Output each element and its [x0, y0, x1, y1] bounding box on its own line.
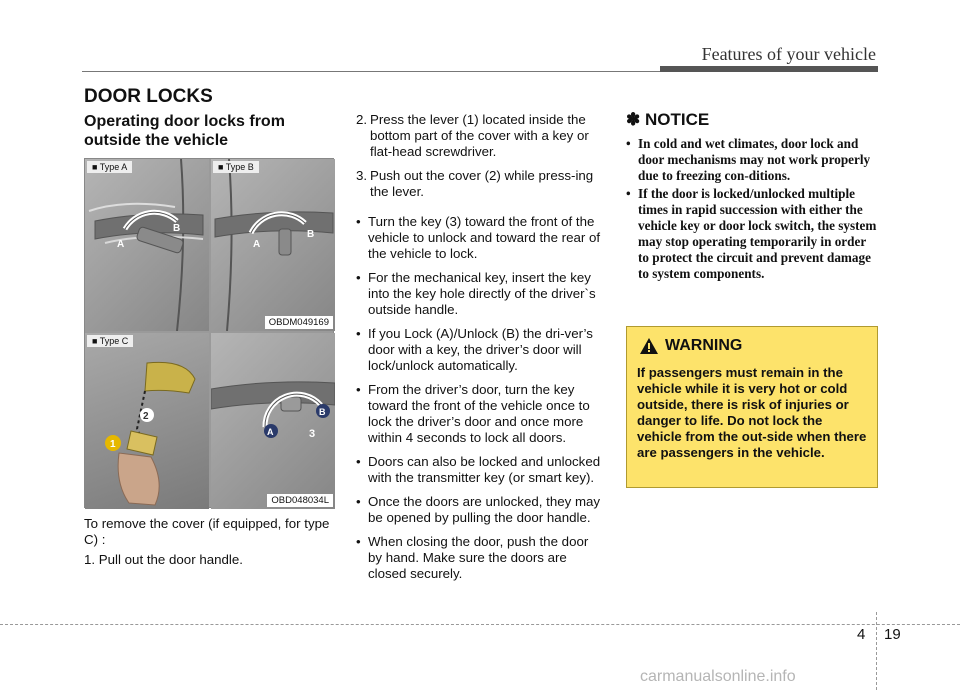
bullet-text: When closing the door, push the door by hand. Make sure the doors are closed securely.: [368, 534, 589, 581]
bullet-item: [356, 382, 606, 446]
bullet-icon: •: [626, 136, 631, 151]
type-c-key-panel: [211, 333, 335, 509]
bullet-icon: •: [356, 214, 361, 229]
subsection-title-line1: Operating door locks from: [84, 113, 285, 130]
type-a-label: ■ Type A: [87, 161, 132, 173]
bullet-text: Turn the key (3) toward the front of the vehicle to unlock and toward the rear of the vehicle to lock.: [368, 214, 601, 261]
notice-title: ✽ NOTICE: [626, 110, 710, 129]
bullet-icon: •: [356, 494, 361, 509]
callout-b-b: B: [307, 229, 315, 240]
callout-a: A: [117, 239, 125, 250]
footer-rule: [0, 624, 960, 626]
section-title: DOOR LOCKS: [84, 86, 213, 107]
step-2: [356, 112, 606, 160]
step-3: [356, 168, 606, 200]
notice-text: In cold and wet climates, door lock and door mechanisms may not work properly due to freezing con-ditions.: [638, 136, 871, 183]
middle-column: [356, 112, 606, 582]
step-2-text: Press the lever (1) located inside the bottom part of the cover with a key or flat-head screwdriver.: [370, 112, 589, 159]
callout-b-c: B: [319, 407, 326, 417]
step-1-text: Pull out the door handle.: [98, 552, 243, 567]
callout-3: 3: [309, 428, 316, 440]
page-number: 19: [884, 626, 901, 643]
callout-2: 2: [143, 411, 149, 422]
running-header: Features of your vehicle: [701, 44, 876, 64]
notice-item: [626, 186, 878, 282]
step-3-number: 3.: [356, 168, 368, 183]
type-c-key-drawing: [211, 333, 335, 509]
figure-code-top: OBDM049169: [265, 316, 333, 329]
bullet-text: Once the doors are unlocked, they may be opened by pulling the door handle.: [368, 494, 601, 525]
bullet-icon: •: [626, 186, 631, 201]
chapter-number: 4: [857, 626, 866, 643]
page-number-divider: [876, 612, 878, 690]
callout-b: B: [173, 223, 181, 234]
subsection-title-line2: outside the vehicle: [84, 132, 229, 149]
step-1: [84, 552, 334, 568]
warning-title: WARNING: [665, 337, 743, 354]
subsection-title: [84, 112, 324, 150]
callout-a-b: A: [253, 239, 261, 250]
type-b-door-handle-drawing: [211, 159, 335, 331]
step-3-text: Push out the cover (2) while press-ing the lever.: [370, 168, 594, 199]
type-a-door-handle-drawing: [85, 159, 209, 331]
bullet-icon: •: [356, 326, 361, 341]
bullet-icon: •: [356, 382, 361, 397]
bullet-item: [356, 534, 606, 582]
type-b-panel: [211, 159, 335, 331]
bullet-item: [356, 214, 606, 262]
notice-item: [626, 136, 878, 184]
step-2-number: 2.: [356, 112, 368, 127]
bullet-text: For the mechanical key, insert the key into the key hole directly of the driver`s outside handle.: [368, 270, 596, 317]
door-lock-illustration: [84, 158, 334, 508]
bullet-text: Doors can also be locked and unlocked with the transmitter key (or smart key).: [368, 454, 601, 485]
figure-code-bottom: OBD048034L: [267, 494, 333, 507]
bullet-item: [356, 326, 606, 374]
header-rule: [82, 71, 662, 72]
step-1-number: 1.: [84, 552, 96, 567]
notice-text: If the door is locked/unlocked multiple times in rapid succession with either the vehicle key or door lock switch, the system may stop operating temporarily in order to protect the circuit and prevent damage to system components.: [638, 186, 877, 281]
bullet-item: [356, 270, 606, 318]
type-b-label: ■ Type B: [213, 161, 259, 173]
warning-triangle-icon: [639, 337, 659, 355]
bullet-text: From the driver’s door, turn the key toward the front of the vehicle once to lock the driver’s door and once more within 4 seconds to lock all doors.: [368, 382, 590, 445]
bullet-item: [356, 454, 606, 486]
bullet-icon: •: [356, 534, 361, 549]
bullet-icon: •: [356, 270, 361, 285]
type-c-label: ■ Type C: [87, 335, 133, 347]
warning-box: [626, 326, 878, 488]
callout-1: 1: [110, 439, 116, 450]
type-a-panel: [85, 159, 209, 331]
bullet-text: If you Lock (A)/Unlock (B) the dri-ver’s door with a key, the driver’s door will lock/unlock automatically.: [368, 326, 593, 373]
watermark: carmanualsonline.info: [640, 668, 796, 685]
cover-removal-intro: To remove the cover (if equipped, for type C) :: [84, 516, 330, 547]
warning-header: [639, 337, 742, 355]
callout-a-c: A: [267, 427, 274, 437]
warning-text: If passengers must remain in the vehicle while it is very hot or cold outside, there is risk of injuries or danger to life. Do not lock the vehicle from the out-side when there are passengers in the vehicle.: [637, 365, 867, 460]
bullet-icon: •: [356, 454, 361, 469]
header-bar: [660, 66, 878, 72]
type-c-cover-removal-panel: [85, 333, 209, 509]
notice-list: [626, 136, 878, 282]
type-c-cover-drawing: [85, 333, 209, 509]
bullet-item: [356, 494, 606, 526]
